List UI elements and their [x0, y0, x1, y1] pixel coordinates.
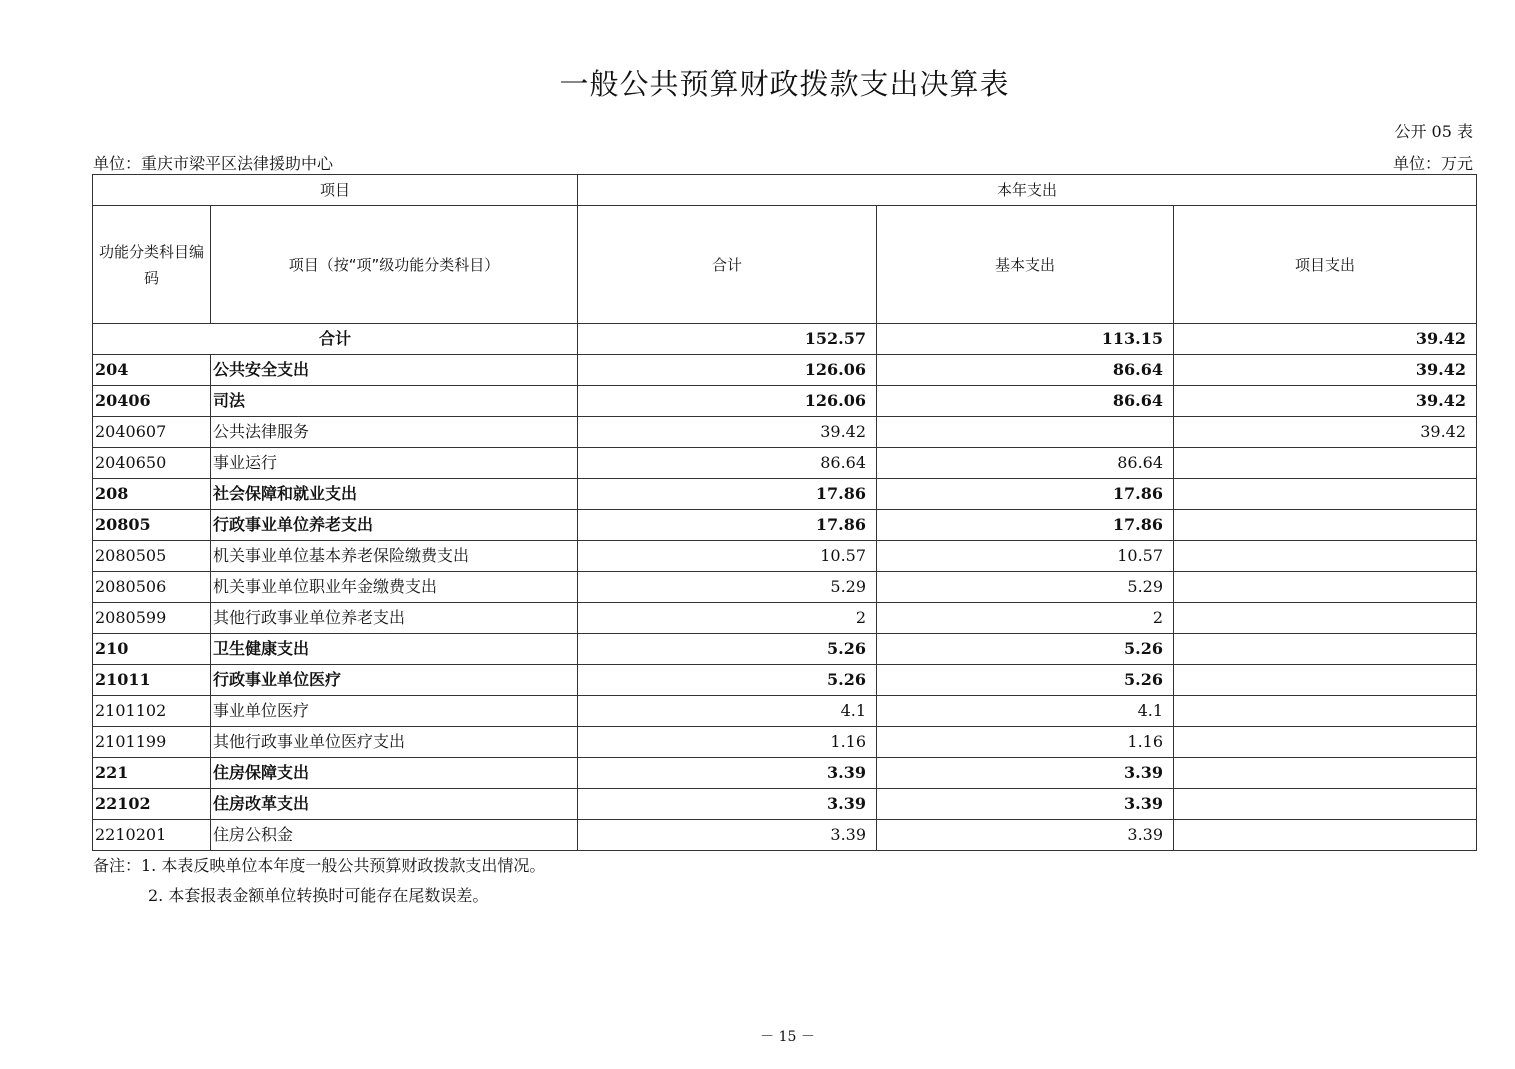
- header-row-2: [93, 206, 1477, 324]
- row-project: [1174, 758, 1477, 789]
- note-1: 备注：1. 本表反映单位本年度一般公共预算财政拨款支出情况。: [93, 856, 546, 875]
- row-project: [1174, 696, 1477, 727]
- row-code: 2040650: [93, 448, 211, 479]
- row-code: 2210201: [93, 820, 211, 851]
- row-code: 221: [93, 758, 211, 789]
- row-code: 2101199: [93, 727, 211, 758]
- row-total: 39.42: [578, 417, 877, 448]
- currency-unit: 单位：万元: [1392, 154, 1473, 173]
- row-total: 5.29: [578, 572, 877, 603]
- header-item: 项目（按“项”级功能分类科目）: [211, 206, 578, 324]
- row-basic: 17.86: [877, 479, 1174, 510]
- row-total: 5.26: [578, 634, 877, 665]
- row-basic: [877, 417, 1174, 448]
- row-basic: 3.39: [877, 820, 1174, 851]
- table-row: [93, 510, 1477, 541]
- row-name: 事业单位医疗: [211, 696, 578, 727]
- row-project: [1174, 448, 1477, 479]
- row-code: 21011: [93, 665, 211, 696]
- header-code: 功能分类科目编码: [93, 206, 211, 324]
- table-row: [93, 789, 1477, 820]
- row-basic: 86.64: [877, 355, 1174, 386]
- total-row: [93, 324, 1477, 355]
- row-project: [1174, 789, 1477, 820]
- row-total: 17.86: [578, 510, 877, 541]
- row-name: 行政事业单位医疗: [211, 665, 578, 696]
- table-row: [93, 696, 1477, 727]
- row-project: [1174, 510, 1477, 541]
- row-name: 机关事业单位基本养老保险缴费支出: [211, 541, 578, 572]
- row-code: 2080599: [93, 603, 211, 634]
- table-row: [93, 727, 1477, 758]
- row-code: 2080506: [93, 572, 211, 603]
- header-project: 项目: [93, 175, 578, 206]
- row-project: 39.42: [1174, 386, 1477, 417]
- row-project: [1174, 603, 1477, 634]
- row-project: 39.42: [1174, 355, 1477, 386]
- row-basic: 5.29: [877, 572, 1174, 603]
- header-total: 合计: [578, 206, 877, 324]
- row-name: 住房公积金: [211, 820, 578, 851]
- row-name: 社会保障和就业支出: [211, 479, 578, 510]
- row-total: 3.39: [578, 789, 877, 820]
- row-name: 事业运行: [211, 448, 578, 479]
- row-name: 住房保障支出: [211, 758, 578, 789]
- row-name: 其他行政事业单位养老支出: [211, 603, 578, 634]
- row-total: 1.16: [578, 727, 877, 758]
- row-project: [1174, 665, 1477, 696]
- total-value: 152.57: [578, 324, 877, 355]
- row-project: 39.42: [1174, 417, 1477, 448]
- row-code: 2101102: [93, 696, 211, 727]
- row-total: 10.57: [578, 541, 877, 572]
- row-basic: 1.16: [877, 727, 1174, 758]
- row-basic: 2: [877, 603, 1174, 634]
- table-row: [93, 355, 1477, 386]
- table-row: [93, 479, 1477, 510]
- row-name: 其他行政事业单位医疗支出: [211, 727, 578, 758]
- row-name: 卫生健康支出: [211, 634, 578, 665]
- table-row: [93, 665, 1477, 696]
- reporting-unit: 单位：重庆市梁平区法律援助中心: [93, 154, 334, 173]
- table-row: [93, 572, 1477, 603]
- row-total: 5.26: [578, 665, 877, 696]
- row-total: 3.39: [578, 758, 877, 789]
- row-basic: 4.1: [877, 696, 1174, 727]
- row-total: 126.06: [578, 355, 877, 386]
- row-code: 210: [93, 634, 211, 665]
- row-project: [1174, 572, 1477, 603]
- row-basic: 10.57: [877, 541, 1174, 572]
- total-label: 合计: [93, 324, 578, 355]
- row-code: 22102: [93, 789, 211, 820]
- row-total: 3.39: [578, 820, 877, 851]
- table-row: [93, 417, 1477, 448]
- row-project: [1174, 479, 1477, 510]
- row-total: 4.1: [578, 696, 877, 727]
- row-basic: 5.26: [877, 634, 1174, 665]
- row-project: [1174, 541, 1477, 572]
- total-project: 39.42: [1174, 324, 1477, 355]
- table-row: [93, 634, 1477, 665]
- row-basic: 3.39: [877, 758, 1174, 789]
- row-code: 204: [93, 355, 211, 386]
- note-2: 2. 本套报表金额单位转换时可能存在尾数误差。: [148, 886, 489, 905]
- expenditure-table: [92, 174, 1477, 851]
- table-row: [93, 820, 1477, 851]
- row-total: 2: [578, 603, 877, 634]
- row-basic: 3.39: [877, 789, 1174, 820]
- row-name: 行政事业单位养老支出: [211, 510, 578, 541]
- header-row-1: [93, 175, 1477, 206]
- notes: [93, 851, 545, 911]
- row-code: 2040607: [93, 417, 211, 448]
- header-current-year: 本年支出: [578, 175, 1477, 206]
- row-code: 20805: [93, 510, 211, 541]
- total-basic: 113.15: [877, 324, 1174, 355]
- row-total: 17.86: [578, 479, 877, 510]
- row-name: 公共法律服务: [211, 417, 578, 448]
- header-project-expenditure: 项目支出: [1174, 206, 1477, 324]
- row-code: 20406: [93, 386, 211, 417]
- header-basic: 基本支出: [877, 206, 1174, 324]
- row-code: 208: [93, 479, 211, 510]
- page-number: － 15 －: [760, 1029, 815, 1045]
- row-basic: 86.64: [877, 448, 1174, 479]
- row-name: 机关事业单位职业年金缴费支出: [211, 572, 578, 603]
- row-basic: 17.86: [877, 510, 1174, 541]
- row-project: [1174, 634, 1477, 665]
- row-basic: 5.26: [877, 665, 1174, 696]
- table-row: [93, 386, 1477, 417]
- row-code: 2080505: [93, 541, 211, 572]
- row-total: 86.64: [578, 448, 877, 479]
- table-row: [93, 758, 1477, 789]
- row-name: 住房改革支出: [211, 789, 578, 820]
- row-basic: 86.64: [877, 386, 1174, 417]
- page-title: 一般公共预算财政拨款支出决算表: [559, 67, 1010, 101]
- table-row: [93, 603, 1477, 634]
- row-project: [1174, 820, 1477, 851]
- row-project: [1174, 727, 1477, 758]
- row-total: 126.06: [578, 386, 877, 417]
- form-number: 公开 05 表: [1394, 122, 1473, 141]
- table-row: [93, 541, 1477, 572]
- row-name: 公共安全支出: [211, 355, 578, 386]
- table-row: [93, 448, 1477, 479]
- row-name: 司法: [211, 386, 578, 417]
